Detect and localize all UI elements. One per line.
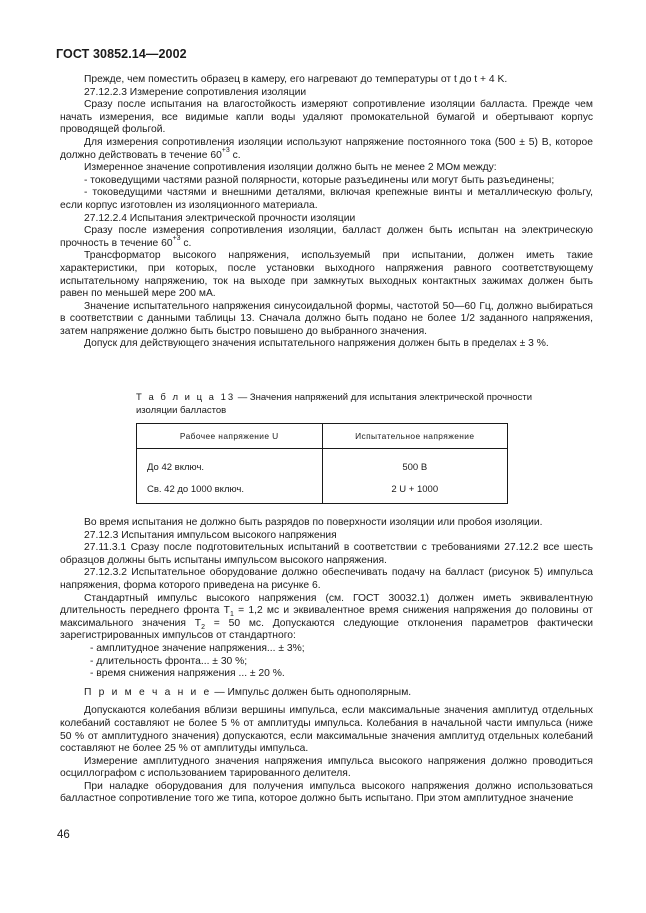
section-heading: 27.12.2.4 Испытания электрической прочности изоляции [84,212,356,224]
column-header-test-voltage: Испытательное напряжение [322,424,508,449]
body-text-bottom [60,517,593,806]
text-fragment: = 50 мс. Допускаются следующие отклонения параметров фактически зарегистрированных импульсов от стандартного: [60,617,593,642]
page-number: 46 [57,829,70,841]
section-heading: 27.12.2.3 Измерение сопротивления изоляции [84,86,307,98]
text-fragment: с. [180,237,192,249]
subscript: 2 [201,623,205,631]
paragraph [60,225,593,250]
list-item: - амплитудное значение напряжения... ± 3%; [90,642,305,654]
paragraph: Измерение амплитудного значения напряжения импульса высокого напряжения должно проводиться осциллографом с использованием тарированного делителя. [60,755,593,780]
table-caption-text: — Значения напряжений для испытания электрической прочности изоляции балластов [136,392,532,416]
paragraph: Значение испытательного напряжения синусоидальной формы, частотой 50—60 Гц, должно выбираться в соответствии с данными таблицы 13. Сначала должно быть подано не более 1/2 заданного напряжения, затем напряжение должно быть быстро повышено до выбранного значения. [60,300,593,337]
superscript: +3 [172,235,181,243]
table-cell: Св. 42 до 1000 включ. [137,474,323,504]
paragraph: Допуск для действующего значения испытательного напряжения должен быть в пределах ± 3 %. [84,338,549,350]
paragraph [60,593,593,643]
paragraph: Сразу после испытания на влагостойкость измеряют сопротивление изоляции балласта. Прежде чем начать измерения, все видимые капли воды удаляют промокательной бумагой и обертывают корпус проводящей фольгой. [60,99,593,136]
paragraph: 27.11.3.1 Сразу после подготовительных испытаний в соответствии с требованиями 27.12.2 все шесть образцов должны быть испытаны импульсом высокого напряжения. [60,542,593,566]
table-cell: 500 В [322,449,508,475]
column-header-working-voltage: Рабочее напряжение U [137,424,323,449]
note-label: П р и м е ч а н и е [84,686,212,698]
paragraph [60,137,593,162]
table-caption [136,392,536,417]
list-item: - длительность фронта... ± 30 %; [90,655,248,667]
note-text: — Импульс должен быть однополярным. [211,686,412,698]
paragraph: Трансформатор высокого напряжения, используемый при испытании, должен иметь такие характеристики, при которых, после установки выходного напряжения равного соответствующему испытательному напряжению, ток на выходе при замкнутых выходных контактных зажимах должен быть равен по меньшей мере 200 мА. [60,250,593,300]
note [60,687,593,700]
text-fragment: = 1,2 мс и эквивалентное время снижения напряжения до половины от максимального значения T [60,605,593,629]
paragraph: При наладке оборудования для получения импульса высокого напряжения должно использоваться балластное сопротивление того же типа, которое должно быть испытано. При этом амплитудное значение [60,780,593,805]
section-heading: 27.12.3 Испытания импульсом высокого напряжения [84,529,337,541]
table-header-row [137,424,508,449]
text-fragment: с. [229,149,241,161]
voltage-table [136,423,508,504]
superscript: +3 [221,147,230,155]
list-item: - токоведущими частями и внешними деталями, включая крепежные винты и металлическую фольгу, если корпус изготовлен из изоляционного материала. [60,187,593,211]
paragraph: Измеренное значение сопротивления изоляции должно быть не менее 2 МОм между: [84,162,497,174]
table-cell: До 42 включ. [137,449,323,475]
text-fragment: Для измерения сопротивления изоляции используют напряжение постоянного тока (500 ± 5) В, которое должно действовать в течение 60 [60,136,593,161]
text-fragment: Сразу после измерения сопротивления изоляции, балласт должен быть испытан на электрическую прочность в течение 60 [60,225,593,249]
list-item: - время снижения напряжения ... ± 20 %. [90,668,285,680]
subscript: 1 [229,611,234,619]
table-row [137,449,508,475]
table-cell: 2 U + 1000 [322,474,508,504]
paragraph: Во время испытания не должно быть разрядов по поверхности изоляции или пробоя изоляции. [84,517,543,528]
paragraph: 27.12.3.2 Испытательное оборудование должно обеспечивать подачу на балласт (рисунок 5) импульса напряжения, форма которого приведена на рисунке 6. [60,567,593,591]
list-item: - токоведущими частями разной полярности, которые разъединены или могут быть разъединены; [84,174,555,186]
paragraph: Допускаются колебания вблизи вершины импульса, если максимальные значения амплитуд отдельных колебаний составляют не более 5 % от амплитуды импульса. Колебания в начальной части импульса (ниже 50 % от амплитудного значения) допускаются, если максимальные значения амплитуд отдельных колебаний составляют не более 25 % от амплитуды импульса. [60,705,593,755]
body-text-top [60,74,593,351]
table-row [137,474,508,504]
table-label: Т а б л и ц а 13 [136,392,236,403]
text-fragment: Стандартный импульс высокого напряжения (см. ГОСТ 30032.1) должен иметь эквивалентную длительность переднего фронта T [60,592,593,617]
paragraph: Прежде, чем поместить образец в камеру, его нагревают до температуры от t до t + 4 K. [84,74,508,85]
document-header: ГОСТ 30852.14—2002 [56,47,187,61]
